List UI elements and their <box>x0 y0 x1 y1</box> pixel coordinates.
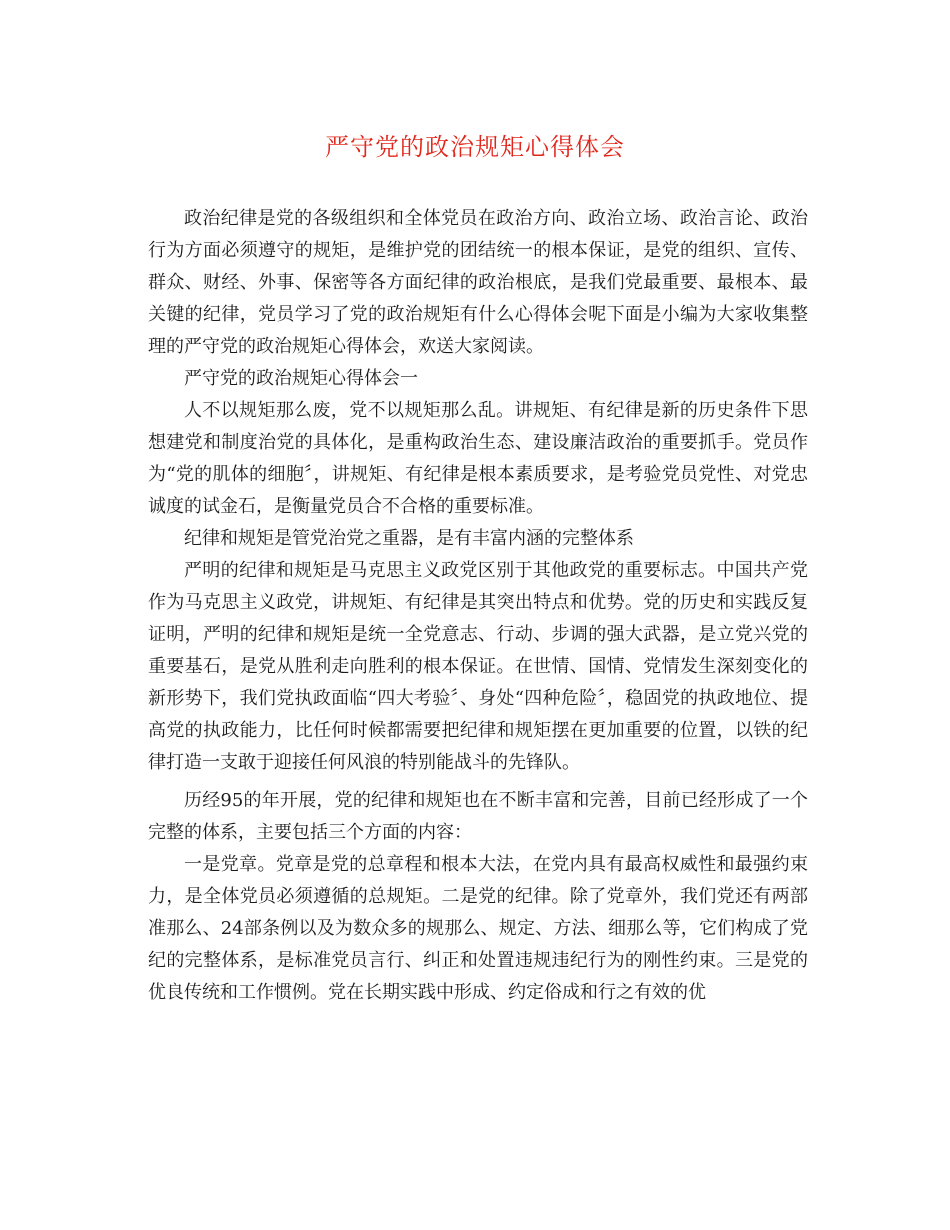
document-title: 严守党的政治规矩心得体会 <box>325 133 625 161</box>
document-body <box>148 203 808 1009</box>
paragraph-section-heading-1: 严守党的政治规矩心得体会一 <box>184 368 418 389</box>
paragraph-marxist-party: 严明的纪律和规矩是马克思主义政党区别于其他政党的重要标志。中国共产党作为马克思主义政党，讲规矩、有纪律是其突出特点和优势。党的历史和实践反复证明，严明的纪律和规矩是统一全党意志、行动、步调的强大武器，是立党兴党的重要基石，是党从胜利走向胜利的根本保证。在世情、国情、党情发生深刻变化的新形势下，我们党执政面临“四大考验〞、身处“四种危险〞，稳固党的执政地位、提高党的执政能力，比任何时候都需要把纪律和规矩摆在更加重要的位置，以铁的纪律打造一支敢于迎接任何风浪的特别能战斗的先锋队。 <box>148 560 808 773</box>
paragraph-95-years: 历经95的年开展，党的纪律和规矩也在不断丰富和完善，目前已经形成了一个完整的体系，主要包括三个方面的内容： <box>148 790 808 843</box>
paragraph-subheading: 纪律和规矩是管党治党之重器，是有丰富内涵的完整体系 <box>184 528 634 549</box>
paragraph-three-aspects: 一是党章。党章是党的总章程和根本大法，在党内具有最高权威性和最强约束力，是全体党员必须遵循的总规矩。二是党的纪律。除了党章外，我们党还有两部准那么、24部条例以及为数众多的规那么、规定、方法、细那么等，它们构成了党纪的完整体系，是标准党员言行、纠正和处置违规违纪行为的刚性约束。三是党的优良传统和工作惯例。党在长期实践中形成、约定俗成和行之有效的优 <box>148 854 808 1003</box>
paragraph-intro: 政治纪律是党的各级组织和全体党员在政治方向、政治立场、政治言论、政治行为方面必须遵守的规矩，是维护党的团结统一的根本保证，是党的组织、宣传、群众、财经、外事、保密等各方面纪律的政治根底，是我们党最重要、最根本、最关键的纪律，党员学习了党的政治规矩有什么心得体会呢下面是小编为大家收集整理的严守党的政治规矩心得体会，欢送大家阅读。 <box>148 208 808 357</box>
paragraph-rules-importance: 人不以规矩那么废，党不以规矩那么乱。讲规矩、有纪律是新的历史条件下思想建党和制度治党的具体化，是重构政治生态、建设廉洁政治的重要抓手。党员作为“党的肌体的细胞〞，讲规矩、有纪律是根本素质要求，是考验党员党性、对党忠诚度的试金石，是衡量党员合不合格的重要标准。 <box>148 400 808 517</box>
